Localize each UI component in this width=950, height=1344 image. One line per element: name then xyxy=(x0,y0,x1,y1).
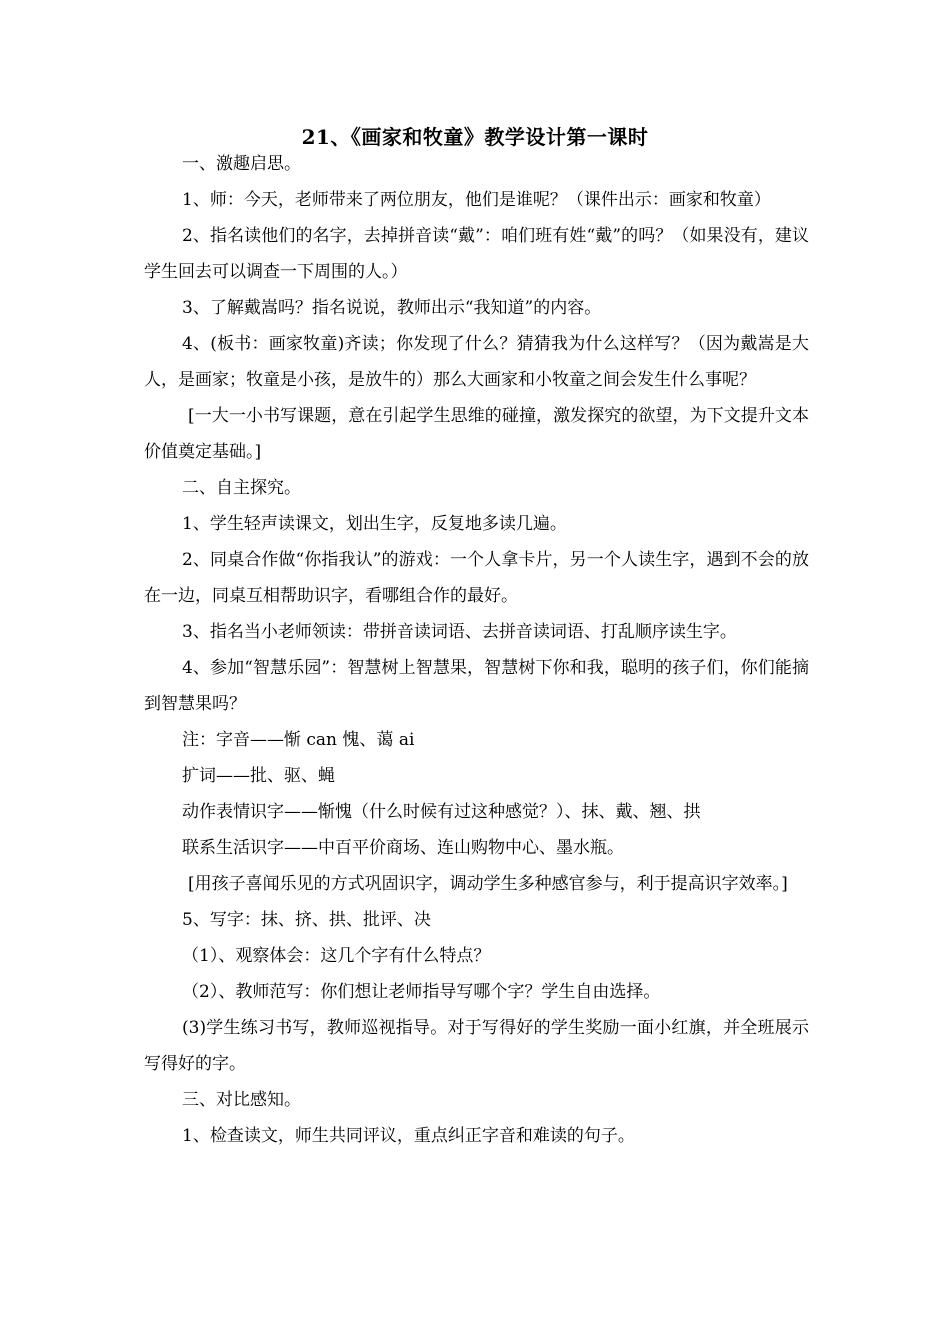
paragraph: 4、参加“智慧乐园”：智慧树上智慧果，智慧树下你和我，聪明的孩子们，你们能摘到智慧果吗？ xyxy=(144,658,809,714)
section-heading: 一、激趣启思。 xyxy=(182,154,301,174)
document-title: 21、《画家和牧童》教学设计第一课时 xyxy=(301,125,649,149)
paragraph: 3、了解戴嵩吗？指名说说，教师出示“我知道”的内容。 xyxy=(182,298,602,318)
note-line: 注：字音——惭 can 愧、蔼 ai xyxy=(182,730,415,750)
sub-step: （1）、观察体会：这几个字有什么特点？ xyxy=(182,946,491,966)
section-heading: 三、对比感知。 xyxy=(182,1090,301,1110)
design-note: [用孩子喜闻乐见的方式巩固识字，调动学生多种感官参与，利于提高识字效率。] xyxy=(188,874,788,894)
sub-step: (3)学生练习书写，教师巡视指导。对于写得好的学生奖励一面小红旗，并全班展示写得好的字。 xyxy=(144,1018,809,1074)
paragraph: 1、学生轻声读课文，划出生字，反复地多读几遍。 xyxy=(182,514,567,534)
paragraph: 1、师：今天，老师带来了两位朋友，他们是谁呢？（课件出示：画家和牧童） xyxy=(182,190,771,210)
section-heading: 二、自主探究。 xyxy=(182,478,301,498)
design-note: [一大一小书写课题，意在引起学生思维的碰撞，激发探究的欲望，为下文提升文本价值奠定基础。] xyxy=(144,406,809,462)
note-line: 动作表情识字——惭愧（什么时候有过这种感觉？）、抹、戴、翘、拱 xyxy=(182,802,701,822)
note-line: 联系生活识字——中百平价商场、连山购物中心、墨水瓶。 xyxy=(182,838,624,858)
paragraph: 5、写字：抹、挤、拱、批评、决 xyxy=(182,910,431,930)
paragraph: 2、指名读他们的名字，去掉拼音读“戴”：咱们班有姓“戴”的吗？（如果没有，建议学生回去可以调查一下周围的人。） xyxy=(144,226,809,282)
sub-step: （2）、教师范写：你们想让老师指导写哪个字？学生自由选择。 xyxy=(182,982,661,1002)
document-body xyxy=(144,146,809,1154)
note-line: 扩词——批、驱、蝇 xyxy=(182,766,335,786)
paragraph: 3、指名当小老师领读：带拼音读词语、去拼音读词语、打乱顺序读生字。 xyxy=(182,622,737,642)
paragraph: 1、检查读文，师生共同评议，重点纠正字音和难读的句子。 xyxy=(182,1126,635,1146)
paragraph: 4、(板书：画家牧童)齐读；你发现了什么？猜猜我为什么这样写？（因为戴嵩是大人，是画家；牧童是小孩，是放牛的）那么大画家和小牧童之间会发生什么事呢？ xyxy=(144,334,809,390)
paragraph: 2、同桌合作做“你指我认”的游戏：一个人拿卡片，另一个人读生字，遇到不会的放在一边，同桌互相帮助识字，看哪组合作的最好。 xyxy=(144,550,809,606)
